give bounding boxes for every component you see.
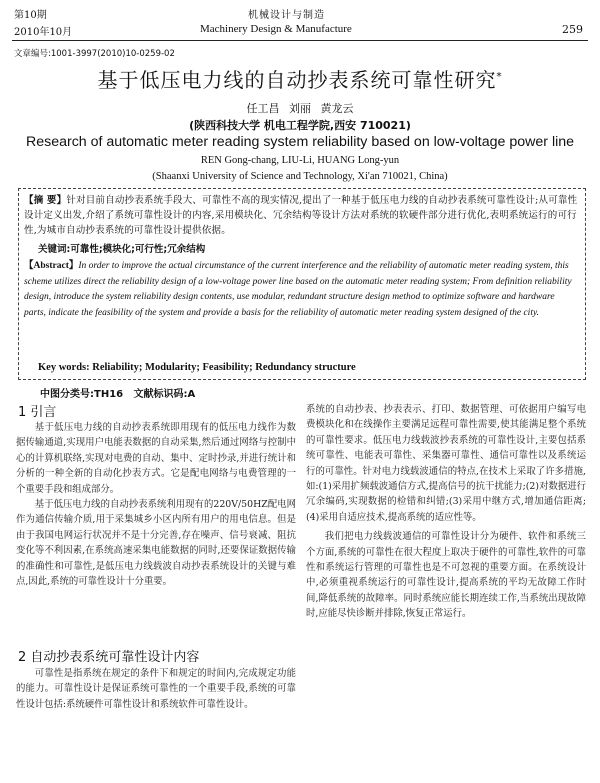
abstract-cn-text: 针对目前自动抄表系统手段大、可靠性不高的现实情况,提出了一种基于低压电力线的自动抄表系统可靠性设计;从可靠性设计定义出发,介绍了系统可靠性设计的内容,采用模块化、冗余结构等设计方法对系统的软硬件部分进行优化,表明系统运行的可行性,为城市自动抄表系统的可靠性设计提供依据。: [24, 195, 578, 236]
abstract-en-label: 【Abstract】: [24, 261, 79, 271]
title-cn: [0, 64, 600, 93]
abstract-en-text: In order to improve the actual circumstance of the current interference and the reliability of automatic meter reading system, this scheme utilizes direct the reliability design of a low-voltage power line based on the automatic meter reading system; From definition reliability design, introduce the system reliability design contents, use modular, redundant structure design method to optimize software and hardware parts, indicate the feasibility of the system and provide a basis for the reliability of automatic meter reading system designed of the city.: [24, 261, 572, 318]
abstract-cn: [24, 193, 578, 238]
keywords-en-text: Reliability; Modularity; Feasibility; Redundancy structure: [92, 362, 356, 373]
authors-en: REN Gong-chang, LIU-Li, HUANG Long-yun: [200, 155, 400, 166]
abstract-en: [24, 259, 578, 321]
section-2-para-1: 可靠性是指系统在规定的条件下和规定的时间内,完成规定功能的能力。可靠性设计是保证系统可靠性的一个重要手段,系统的可靠性设计包括:系统硬件可靠性设计和系统软件可靠性设计。: [16, 668, 296, 710]
section-1-heading: 1 引言: [18, 405, 57, 420]
title-footnote-mark: *: [496, 71, 503, 83]
section-2-body: [16, 666, 296, 783]
section-1-para-2: 基于低压电力线的自动抄表系统利用现有的220V/50HZ配电网作为通信传输介质,用于采集城乡小区内所有用户的用电信息。但是由于我国电网运行状况并不是十分完善,存在噪声、信号衰减、阻抗变化等不利因素,在系统高速采集电能数据的同时,还要保证数据传输的准确性和可靠性,是低压电力线载波自动抄表系统设计的关键与难点,因此,系统的可靠性设计十分重要。: [16, 499, 296, 588]
section-1-body: [16, 420, 296, 640]
keywords-cn-text: 可靠性;模块化;可行性;冗余结构: [70, 244, 206, 255]
right-column-para-2: 我们把电力线载波通信的可靠性设计分为硬件、软件和系统三个方面,系统的可靠性在很大程度上取决于硬件的可靠性,软件的可靠性和系统运行管理的可靠性也是不可忽视的重要方面。在系统设计中,必须重视系统运行的可靠性设计,提高系统的平均无故障工作时间,降低系统的故障率。同时系统应能长期连续工作,当系统出现故障时,应能尽快诊断并排除,恢复正常运行。: [306, 531, 586, 620]
title-en: Research of automatic meter reading system reliability based on low-voltage power line: [25, 134, 575, 150]
authors-cn: 任工昌 刘丽 黄龙云: [246, 102, 354, 115]
keywords-cn: [38, 241, 205, 255]
header-journal-cn: 机械设计与制造: [248, 10, 325, 21]
page-number: 259: [562, 23, 583, 36]
classification: 中图分类号:TH16 文献标识码:A: [40, 389, 196, 400]
header-rule: [12, 40, 588, 41]
right-column-body: [306, 402, 586, 783]
section-1-para-1: 基于低压电力线的自动抄表系统即用现有的低压电力线作为数据传输通道,实现用户电能表数据的自动采集,然后通过网络与控制中心的计算机联络,实现对电费的自动、集中、定时抄录,并进行统计和分析的一种全新的自动化抄表方式。它是配电网络与电费管理的一个重要手段和组成部分。: [16, 422, 296, 495]
header-journal-en: Machinery Design & Manufacture: [200, 23, 352, 35]
keywords-en: [38, 362, 356, 373]
section-2-heading: 2 自动抄表系统可靠性设计内容: [18, 650, 200, 665]
article-number: 文章编号:1001-3997(2010)10-0259-02: [14, 49, 175, 59]
header-issue: 第10期: [14, 10, 47, 21]
keywords-en-label: Key words:: [38, 362, 90, 373]
affiliation-en: (Shaanxi University of Science and Technology, Xi'an 710021, China): [152, 171, 448, 182]
abstract-cn-label: 【摘 要】: [24, 195, 67, 206]
affiliation-cn: (陕西科技大学 机电工程学院,西安 710021): [189, 119, 411, 132]
title-cn-text: 基于低压电力线的自动抄表系统可靠性研究: [97, 68, 497, 92]
keywords-cn-label: 关键词:: [38, 244, 71, 255]
header-date: 2010年10月: [14, 27, 73, 38]
right-column-para-1: 系统的自动抄表、抄表表示、打印、数据管理、可依据用户编写电费模块化和在线操作主要满足远程可靠性需要,使其能满足整个系统的可靠性要求。低压电力线载波抄表系统的可靠性设计,主要包括系统可靠性、电能表可靠性、采集器可靠性、通信可靠性以及系统运行的可靠性。针对电力线载波通信的特点,在技术上采取了许多措施,如:(1)采用扩频载波通信方式,提高信号的抗干扰能力;(2)对数据进行冗余编码,实现数据的检错和纠错;(3)采用中继方式,增加通信距离;(4)采用自适应技术,提高系统的适应性等。: [306, 404, 586, 523]
